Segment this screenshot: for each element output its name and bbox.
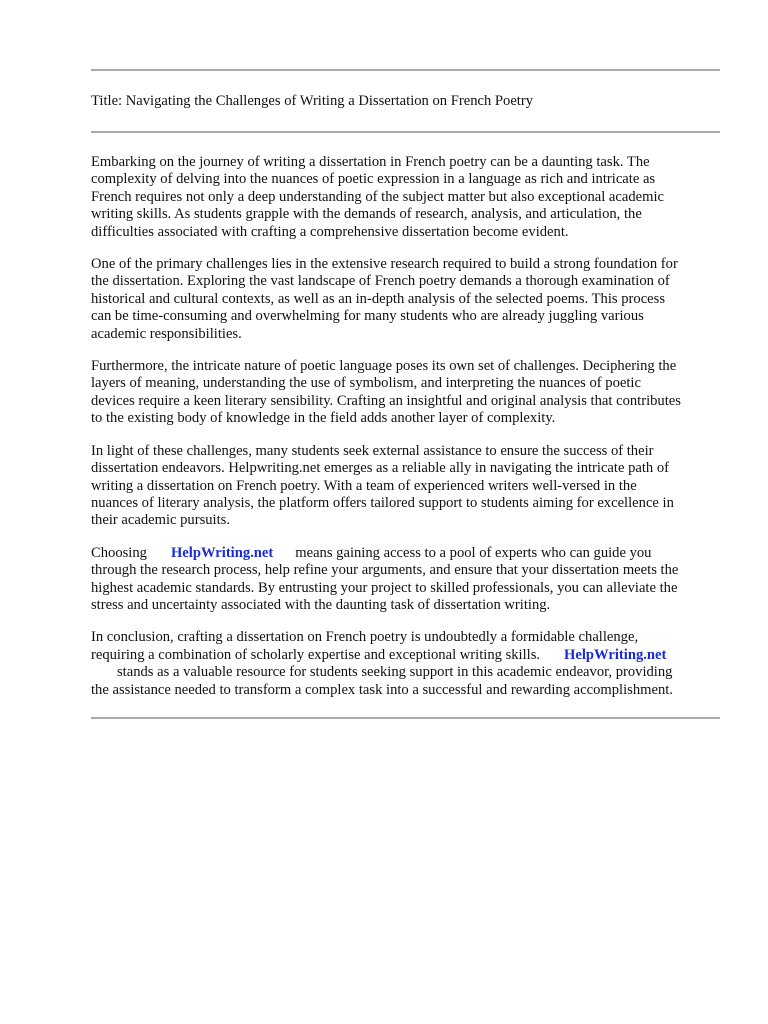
- text-line: difficulties associated with crafting a comprehensive dissertation become evident.: [91, 223, 569, 240]
- title-divider: [91, 131, 720, 133]
- text-line: [91, 647, 731, 664]
- text-line: stress and uncertainty associated with the daunting task of dissertation writing.: [91, 596, 551, 613]
- text-line: In conclusion, crafting a dissertation on French poetry is undoubtedly a formidable challenge,: [91, 629, 639, 646]
- bottom-divider: [91, 717, 720, 719]
- helpwriting-link[interactable]: HelpWriting.net: [170, 544, 274, 561]
- helpwriting-link[interactable]: HelpWriting.net: [564, 646, 667, 663]
- text-line: Furthermore, the intricate nature of poetic language poses its own set of challenges. Deciphering the: [91, 358, 677, 375]
- paragraph-language: [91, 358, 731, 428]
- text-line: nuances of literary analysis, the platform offers tailored support to students aiming for excellence in: [91, 494, 674, 511]
- text-line: dissertation endeavors. Helpwriting.net emerges as a reliable ally in navigating the intricate path of: [91, 460, 670, 477]
- conclusion-line3: stands as a valuable resource for students seeking support in this academic endeavor, providing: [117, 664, 673, 681]
- text-line: historical and cultural contexts, as well as an in-depth analysis of the selected poems. This process: [91, 290, 666, 307]
- text-line: layers of meaning, understanding the use of symbolism, and interpreting the nuances of poetic: [91, 375, 641, 392]
- text-line: complexity of delving into the nuances of poetic expression in a language as rich and intricate as: [91, 171, 656, 188]
- text-line: devices require a keen literary sensibility. Crafting an insightful and original analysis that contributes: [91, 392, 681, 409]
- text-line: the dissertation. Exploring the vast landscape of French poetry demands a thorough examination of: [91, 273, 670, 290]
- text-line: the assistance needed to transform a complex task into a successful and rewarding accomplishment.: [91, 681, 673, 698]
- conclusion-line2: requiring a combination of scholarly expertise and exceptional writing skills.: [91, 646, 541, 663]
- choosing-lead: Choosing: [91, 544, 147, 561]
- text-line: academic responsibilities.: [91, 325, 242, 342]
- top-divider: [91, 69, 720, 71]
- text-line: writing skills. As students grapple with the demands of research, analysis, and articulation, the: [91, 206, 642, 223]
- paragraph-conclusion: [91, 629, 731, 699]
- text-line: [91, 545, 731, 562]
- text-line: writing a dissertation on French poetry. With a team of experienced writers well-versed in the: [91, 477, 637, 494]
- document-title: Title: Navigating the Challenges of Writing a Dissertation on French Poetry: [91, 93, 534, 109]
- document-body: [91, 154, 731, 714]
- choosing-rest: means gaining access to a pool of experts who can guide you: [295, 544, 652, 561]
- text-line: can be time-consuming and overwhelming for many students who are already juggling various: [91, 308, 644, 325]
- text-line: their academic pursuits.: [91, 512, 230, 529]
- paragraph-research: [91, 256, 731, 343]
- text-line: through the research process, help refine your arguments, and ensure that your dissertation meets the: [91, 562, 679, 579]
- text-line: One of the primary challenges lies in the extensive research required to build a strong foundation for: [91, 256, 678, 273]
- text-line: highest academic standards. By entrusting your project to skilled professionals, you can alleviate the: [91, 579, 678, 596]
- paragraph-choosing: [91, 545, 731, 615]
- text-line: French requires not only a deep understanding of the subject matter but also exceptional academic: [91, 188, 665, 205]
- paragraph-intro: [91, 154, 731, 241]
- text-line: In light of these challenges, many students seek external assistance to ensure the success of their: [91, 442, 654, 459]
- text-line: Embarking on the journey of writing a dissertation in French poetry can be a daunting task. The: [91, 154, 650, 170]
- text-line: [91, 664, 731, 681]
- text-line: to the existing body of knowledge in the field adds another layer of complexity.: [91, 410, 556, 427]
- paragraph-assistance: [91, 443, 731, 530]
